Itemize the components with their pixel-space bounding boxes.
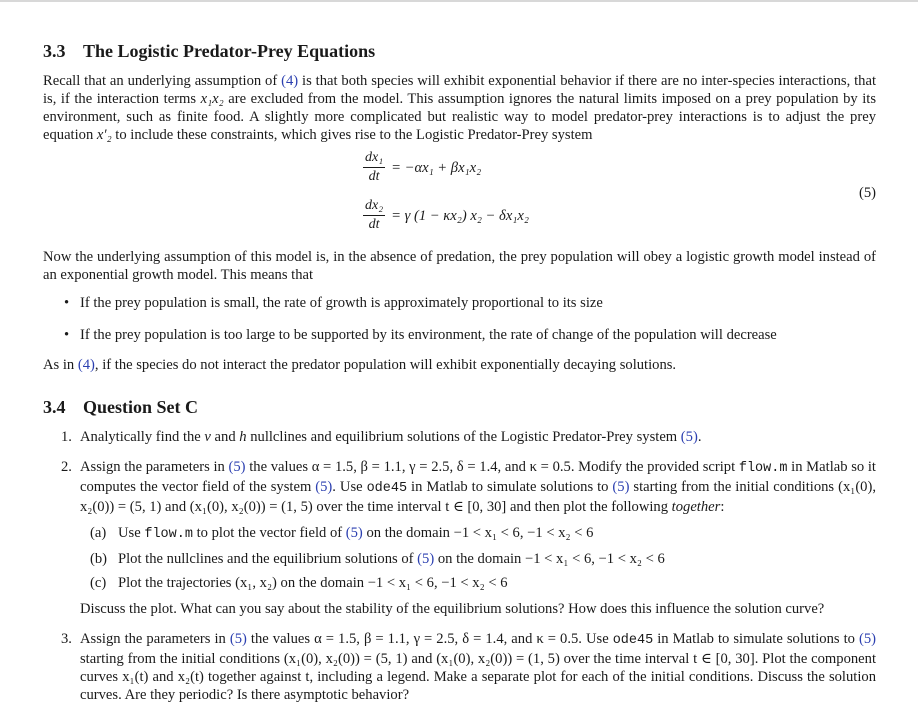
subquestion-label: (a) — [90, 525, 107, 541]
subquestion-a — [90, 524, 876, 544]
intro-text-3: are excluded from the model. This assumption ignores the natural limits imposed on a prey population by its environment, such as finite food. A slightly more complicated but realistic way to model predator-prey interactions is to adjust the prey equation — [43, 91, 876, 143]
subquestion-list — [90, 524, 876, 592]
equation-ref-5[interactable]: (5) — [228, 459, 246, 475]
math-h: h — [239, 429, 247, 445]
equation-block-5 — [43, 150, 876, 242]
question-text: and — [210, 429, 240, 445]
subquestion-text: Plot the nullclines and the equilibrium solutions of — [118, 551, 418, 567]
question-text: Assign the parameters in — [80, 459, 229, 475]
section-title: The Logistic Predator-Prey Equations — [83, 41, 376, 61]
emphasis-together: together — [671, 499, 721, 515]
equation-row-1 — [363, 150, 481, 185]
subquestion-label: (c) — [90, 575, 107, 591]
subquestion-text: on the domain −1 < x₁ < 6, −1 < x₂ < 6 — [434, 551, 665, 567]
code-flow-m: flow.m — [144, 527, 193, 542]
code-ode45: ode45 — [366, 481, 408, 496]
equation-ref-5[interactable]: (5) — [858, 631, 876, 647]
question-text: the values α = 1.5, β = 1.1, γ = 2.5, δ = 1.4, and κ = 0.5. Use — [246, 631, 613, 647]
question-text: in Matlab so it computes the vector field of the system — [80, 459, 876, 495]
equation-rhs-1: = −αx₁ + βx₁x₂ — [391, 159, 482, 176]
intro-paragraph — [43, 72, 876, 144]
subquestion-text: Use — [118, 525, 145, 541]
math-x2-prime: x′₂ — [96, 127, 112, 143]
equation-ref-5[interactable]: (5) — [680, 429, 698, 445]
equation-ref-4[interactable]: (4) — [77, 357, 95, 373]
subquestion-text: to plot the vector field of — [192, 525, 346, 541]
question-text: in Matlab to simulate solutions to — [407, 479, 613, 495]
question-text: in Matlab to simulate solutions to — [653, 631, 859, 647]
intro-text-4: to include these constraints, which gives rise to the Logistic Predator-Prey system — [111, 127, 593, 143]
derivative-fraction-1 — [363, 150, 385, 185]
question-number: 2. — [61, 459, 72, 475]
question-number: 1. — [61, 429, 72, 445]
bullet-text: If the prey population is small, the rate of growth is approximately proportional to its size — [80, 295, 603, 311]
math-v: v — [204, 429, 211, 445]
question-text: . — [697, 429, 702, 445]
question-text: Assign the parameters in — [80, 631, 230, 647]
question-3 — [43, 630, 876, 704]
intro-text-1: Recall that an underlying assumption of — [43, 73, 282, 89]
assumption-list — [43, 294, 876, 344]
equation-ref-5[interactable]: (5) — [229, 631, 247, 647]
equation-rhs-2: = γ (1 − κx₂) x₂ − δx₁x₂ — [391, 207, 529, 224]
question-number: 3. — [61, 631, 72, 647]
closing-paragraph — [43, 356, 876, 374]
equation-ref-5[interactable]: (5) — [612, 479, 630, 495]
fraction-denominator: dt — [368, 169, 380, 184]
equation-ref-5[interactable]: (5) — [345, 525, 363, 541]
section-number: 3.3 — [43, 41, 66, 61]
subquestion-label: (b) — [90, 551, 108, 567]
section-heading-3-3 — [43, 40, 876, 62]
derivative-fraction-2 — [363, 198, 385, 233]
question-2 — [43, 458, 876, 618]
code-flow-m: flow.m — [738, 461, 788, 476]
section-heading-3-4 — [43, 396, 876, 418]
closing-text-2: , if the species do not interact the predator population will exhibit exponentially decaying solutions. — [94, 357, 677, 373]
list-item — [43, 326, 876, 344]
equation-ref-4[interactable]: (4) — [281, 73, 299, 89]
question-list — [43, 428, 876, 704]
closing-text-1: As in — [43, 357, 78, 373]
equation-number: (5) — [858, 185, 876, 201]
equation-ref-5[interactable]: (5) — [417, 551, 435, 567]
code-ode45: ode45 — [612, 633, 654, 648]
fraction-denominator: dt — [368, 217, 380, 232]
assumption-paragraph: Now the underlying assumption of this model is, in the absence of predation, the prey population will obey a logistic growth model instead of an exponential growth model. This means that — [43, 249, 876, 283]
question-text: Analytically find the — [80, 429, 205, 445]
math-x1x2: x₁x₂ — [200, 91, 224, 107]
subquestion-c — [90, 574, 876, 592]
question-text: : — [720, 499, 725, 515]
top-rule — [0, 0, 918, 2]
fraction-numerator: dx₂ — [363, 198, 385, 216]
equation-ref-5[interactable]: (5) — [315, 479, 333, 495]
question-text: the values α = 1.5, β = 1.1, γ = 2.5, δ = 1.4, and κ = 0.5. Modify the provided script — [245, 459, 739, 475]
bullet-text: If the prey population is too large to be supported by its environment, the rate of change of the population will decrease — [80, 327, 777, 343]
equation-row-2 — [363, 198, 529, 233]
section-title: Question Set C — [83, 397, 199, 417]
document-page — [43, 40, 876, 716]
fraction-numerator: dx₁ — [363, 150, 385, 168]
intro-text-2: is that both species will exhibit exponential behavior if there are no inter-species interactions, that is, if the interaction terms — [43, 73, 877, 107]
discussion-prompt: Discuss the plot. What can you say about the stability of the equilibrium solutions? How does this influence the solution curve? — [80, 601, 825, 617]
subquestion-b — [90, 550, 876, 568]
question-text: nullclines and equilibrium solutions of the Logistic Predator-Prey system — [246, 429, 681, 445]
subquestion-text: Plot the trajectories (x₁, x₂) on the domain −1 < x₁ < 6, −1 < x₂ < 6 — [118, 575, 508, 591]
list-item — [43, 294, 876, 312]
question-text: starting from the initial conditions (x₁(0), x₂(0)) = (5, 1) and (x₁(0), x₂(0)) = (1, 5) over the time interval t ∈ [0, 30] and then plot the following — [80, 479, 876, 515]
question-text: starting from the initial conditions (x₁(0), x₂(0)) = (5, 1) and (x₁(0), x₂(0)) = (1, 5) over the time interval t ∈ [0, 30]. Plot the component curves x₁(t) and x₂(t) together against t, including a legend. Make a separate plot for each of the initial conditions. Discuss the solution curves. Are they periodic? Is there asymptotic behavior? — [80, 651, 876, 703]
section-number: 3.4 — [43, 397, 66, 417]
question-1 — [43, 428, 876, 446]
question-text: . Use — [332, 479, 367, 495]
subquestion-text: on the domain −1 < x₁ < 6, −1 < x₂ < 6 — [362, 525, 594, 541]
